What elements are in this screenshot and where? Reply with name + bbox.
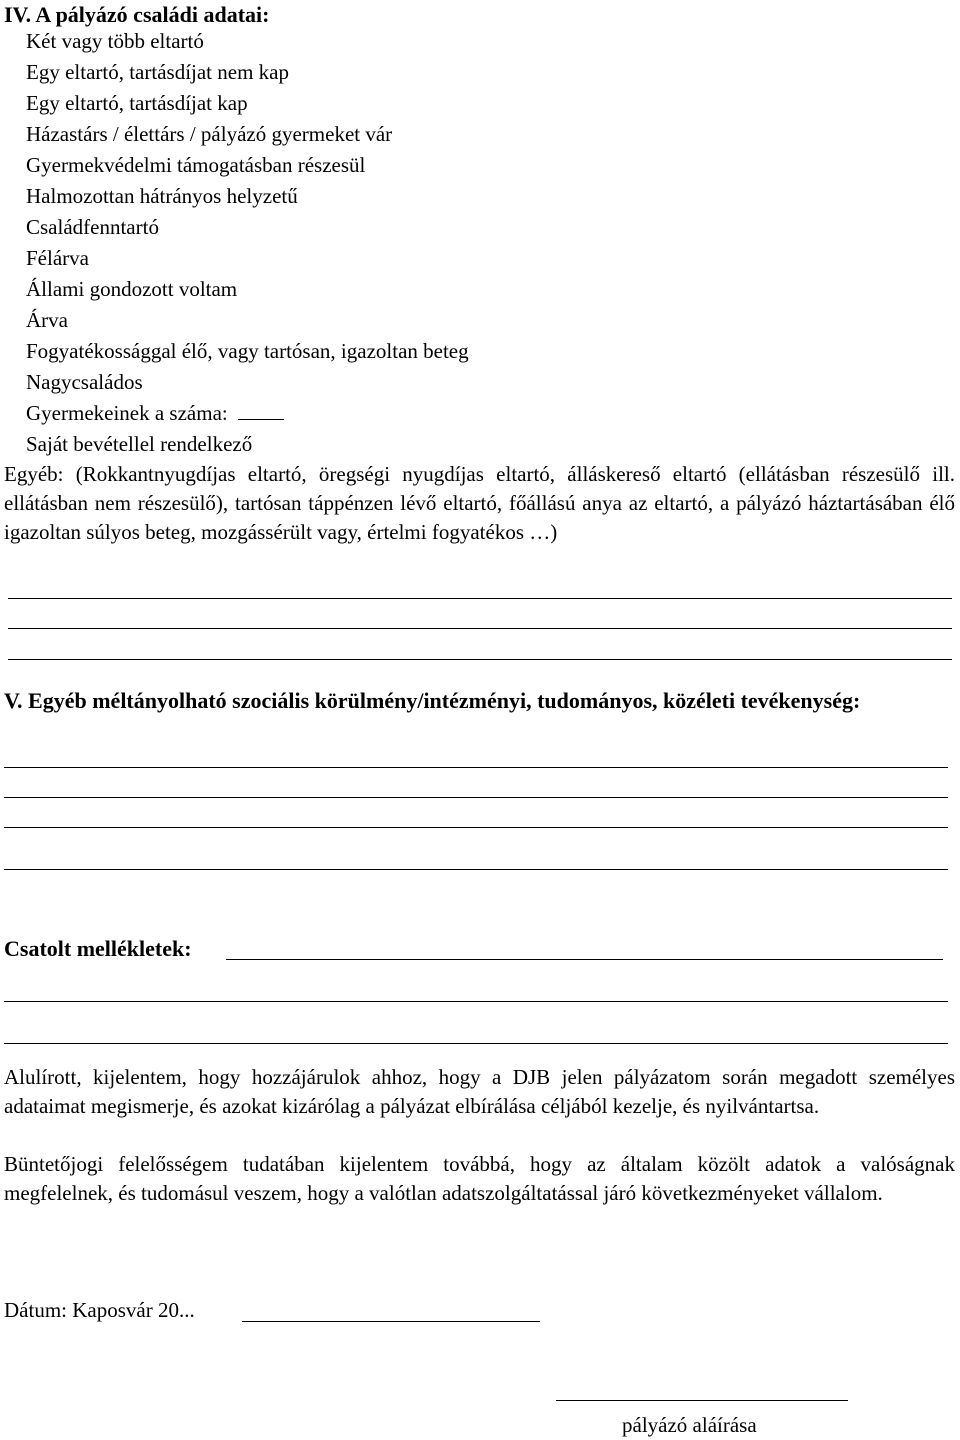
attachments-label: Csatolt mellékletek: [4, 936, 192, 961]
children-count-label: Gyermekeinek a száma: [26, 401, 228, 425]
list-item: Félárva [26, 246, 89, 270]
list-item: Gyermekvédelmi támogatásban részesül [26, 153, 366, 177]
consent-paragraph: Alulírott, kijelentem, hogy hozzájárulok ahhoz, hogy a DJB jelen pályázatom során megadott személyes adataimat megismerje, és azokat kizárólag a pályázat elbírálása céljából kezelje, és nyilvántartsa. [4, 1065, 955, 1118]
date-fill-line[interactable] [242, 1321, 540, 1322]
section-4-title: IV. A pályázó családi adatai: [4, 2, 270, 27]
activity-fill-line-1[interactable] [4, 767, 948, 768]
attachments-fill-line-3[interactable] [4, 1043, 948, 1044]
other-fill-line-2[interactable] [8, 628, 952, 629]
other-fill-line-3[interactable] [8, 659, 952, 660]
list-item: Egy eltartó, tartásdíjat kap [26, 91, 248, 115]
signature-line[interactable] [556, 1400, 848, 1401]
list-item: Árva [26, 308, 68, 332]
attachments-fill-line-1[interactable] [226, 959, 943, 960]
activity-fill-line-3[interactable] [4, 827, 948, 828]
family-data-list [26, 26, 469, 460]
list-item: Családfenntartó [26, 215, 159, 239]
signature-label: pályázó aláírása [622, 1413, 757, 1437]
section-5-title: V. Egyéb méltányolható szociális körülmény/intézményi, tudományos, közéleti tevékenység: [4, 688, 861, 713]
activity-fill-line-4[interactable] [4, 869, 948, 870]
list-item: Házastárs / élettárs / pályázó gyermeket vár [26, 122, 393, 146]
attachments-fill-line-2[interactable] [4, 1001, 948, 1002]
list-item: Nagycsaládos [26, 370, 143, 394]
list-item: Két vagy több eltartó [26, 29, 204, 53]
other-fill-line-1[interactable] [8, 598, 952, 599]
list-item: Fogyatékossággal élő, vagy tartósan, igazoltan beteg [26, 339, 469, 363]
children-count-field[interactable] [238, 401, 284, 420]
list-item: Saját bevétellel rendelkező [26, 432, 253, 456]
children-count-row [26, 398, 469, 429]
list-item: Halmozottan hátrányos helyzetű [26, 184, 298, 208]
list-item: Állami gondozott voltam [26, 277, 238, 301]
other-description: Egyéb: (Rokkantnyugdíjas eltartó, öregségi nyugdíjas eltartó, álláskereső eltartó (ellátásban részesülő ill. ellátásban nem részesülő), tartósan táppénzen lévő eltartó, főállású anya az eltartó, a pályázó háztartásában élő igazoltan súlyos beteg, mozgássérült vagy, értelmi fogyatékos …) [4, 462, 955, 544]
liability-paragraph: Büntetőjogi felelősségem tudatában kijelentem továbbá, hogy az általam közölt adatok a valóságnak megfelelnek, és tudomásul veszem, hogy a valótlan adatszolgáltatással járó következményeket vállalom. [4, 1152, 955, 1205]
date-label: Dátum: Kaposvár 20... [4, 1298, 195, 1322]
activity-fill-line-2[interactable] [4, 797, 948, 798]
list-item: Egy eltartó, tartásdíjat nem kap [26, 60, 289, 84]
